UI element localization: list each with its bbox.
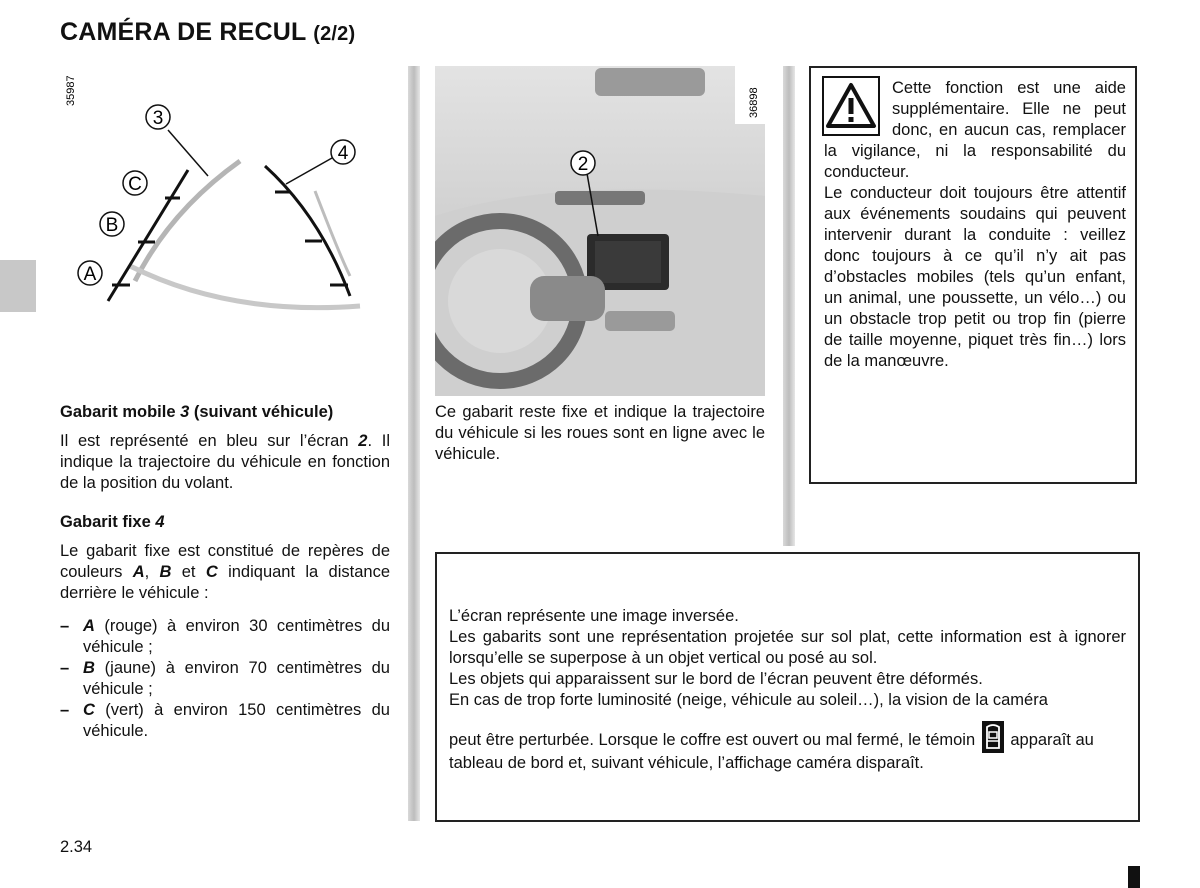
open-trunk-warning-icon xyxy=(982,721,1004,753)
moving-guide-left-line xyxy=(135,161,240,281)
leader-4 xyxy=(286,158,332,184)
column-divider-right xyxy=(783,66,795,546)
info-line-1: L’écran représente une image inversée. xyxy=(449,607,739,625)
warning-paragraph-1: Cette fonction est une aide supplémentaire. Elle ne peut donc, en aucun cas, remplacer la vigilance, ni la responsabilité du conducteur. xyxy=(824,79,1126,181)
photo-caption: Ce gabarit reste fixe et indique la trajectoire du véhicule si les roues sont en ligne avec le véhicule. xyxy=(435,403,765,463)
info-line-4: En cas de trop forte luminosité (neige, véhicule au soleil…), la vision de la caméra xyxy=(449,691,1048,709)
rear-view-mirror xyxy=(595,68,705,96)
callout-b xyxy=(100,212,124,236)
figure-code: 35987 xyxy=(65,75,77,106)
svg-text:2: 2 xyxy=(577,154,589,175)
svg-text:A: A xyxy=(83,264,97,285)
title-main: CAMÉRA DE RECUL xyxy=(60,18,307,46)
warning-text xyxy=(824,78,1126,372)
list-item: – C (vert) à environ 150 centimètres du véhicule. xyxy=(60,701,390,740)
title-suffix: (2/2) xyxy=(313,23,356,45)
info-line-3: Les objets qui apparaissent sur le bord de l’écran peuvent être déformés. xyxy=(449,670,983,688)
info-text xyxy=(449,606,1126,774)
callout-4 xyxy=(331,140,355,164)
callout-3 xyxy=(146,105,170,129)
svg-text:C: C xyxy=(128,174,142,195)
figure-code-right: 36898 xyxy=(748,87,760,118)
left-column-text xyxy=(60,402,390,742)
fixed-guide-heading: Gabarit fixe 4 xyxy=(60,513,165,531)
distance-list xyxy=(60,616,390,742)
page-number: 2.34 xyxy=(60,838,93,856)
warning-icon-slot xyxy=(822,76,884,138)
corner-mark xyxy=(1128,866,1140,888)
callout-2 xyxy=(571,151,595,175)
air-vent xyxy=(555,191,645,205)
moving-guide-paragraph: Il est représenté en bleu sur l’écran 2. Il indique la trajectoire du véhicule en fonction de la position du volant. xyxy=(60,432,391,492)
info-line-2: Les gabarits sont une représentation projetée sur sol plat, cette information est à ignorer lorsqu’elle se superpose à un objet vertical ou posé au sol. xyxy=(449,628,1126,667)
callout-a xyxy=(78,261,102,285)
svg-text:4: 4 xyxy=(337,143,349,164)
fixed-guide-right-line xyxy=(265,166,350,296)
moving-guide-heading: Gabarit mobile 3 (suivant véhicule) xyxy=(60,403,334,421)
chapter-tab xyxy=(0,260,36,312)
callout-c xyxy=(123,171,147,195)
warning-paragraph-2: Le conducteur doit toujours être attentif aux événements soudains qui peuvent intervenir durant la conduite : veillez donc toujours à ce qu’il n’y ait pas d’obstacles mobiles (tels qu’un enfant, un animal, une poussette, un vélo…) ou un obstacle trop petit ou trop fin (pierre de taille moyenne, piquet très fin…) lors de la manœuvre. xyxy=(824,184,1126,370)
warning-triangle-icon xyxy=(822,76,880,136)
column-divider-left xyxy=(408,66,420,821)
dashboard-photo xyxy=(435,66,765,396)
leader-3 xyxy=(168,130,208,176)
svg-text:3: 3 xyxy=(152,108,164,129)
fixed-guide-paragraph: Le gabarit fixe est constitué de repères de couleurs A, B et C indiquant la distance derrière le véhicule : xyxy=(60,542,390,602)
list-item: – A (rouge) à environ 30 centimètres du véhicule ; xyxy=(60,617,390,656)
guide-diagram xyxy=(60,66,390,386)
fixed-guide-left-line xyxy=(105,170,188,301)
info-line-5: peut être perturbée. Lorsque le coffre est ouvert ou mal fermé, le témoin apparaît au tableau de bord et, suivant véhicule, l’affichage caméra disparaît. xyxy=(449,721,1126,774)
svg-text:B: B xyxy=(105,215,119,236)
page-title xyxy=(60,18,355,47)
list-item: – B (jaune) à environ 70 centimètres du véhicule ; xyxy=(60,659,390,698)
moving-guide-bottom-line xyxy=(130,266,360,308)
